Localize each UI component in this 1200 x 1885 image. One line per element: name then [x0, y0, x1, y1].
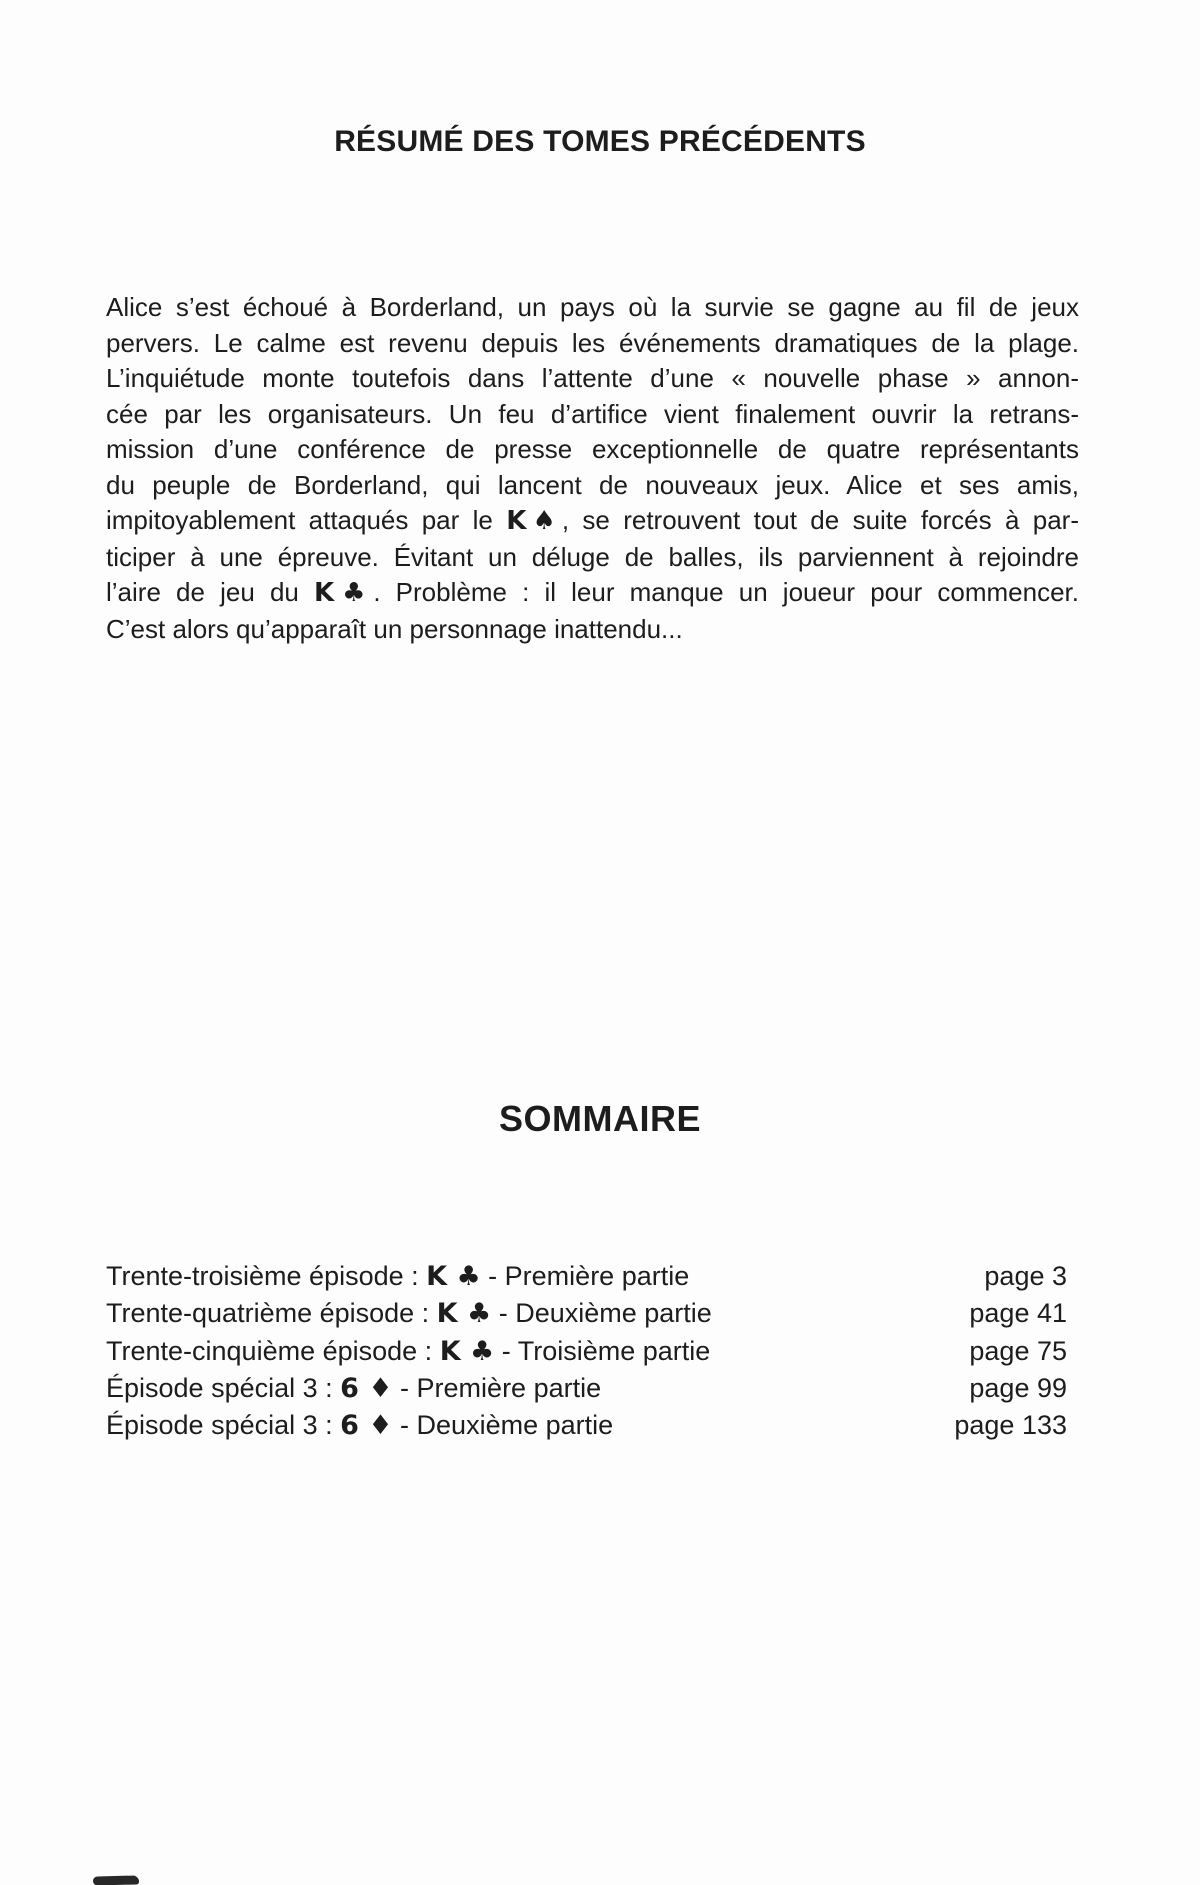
toc-entry-page-ref: page 133 [954, 1410, 1067, 1441]
text-segment: Trente-cinquième épisode : [106, 1335, 440, 1366]
card-rank-suit-text: 6 ♦ [340, 1410, 393, 1442]
toc-entry-page-ref: page 41 [969, 1298, 1067, 1329]
text-segment: Alice s’est échoué à Borderland, un pays où la survie se gagne au fil de jeux [106, 292, 1079, 322]
text-segment: . Problème : il leur manque un joueur pour commencer. [373, 577, 1079, 607]
text-segment: - Première partie [480, 1261, 690, 1291]
text-segment: L’inquiétude monte toutefois dans l’attente d’une « nouvelle phase » annon- [106, 363, 1079, 393]
paragraph-line [106, 575, 1079, 612]
text-segment: pervers. Le calme est revenu depuis les événements dramatiques de la plage. [106, 327, 1079, 358]
text-segment: - Deuxième partie [491, 1298, 712, 1329]
paragraph-line [106, 361, 1079, 397]
toc-entry-label [106, 1295, 712, 1332]
toc-entry-label [106, 1333, 710, 1370]
paragraph-line [106, 432, 1079, 468]
text-segment: - Deuxième partie [392, 1410, 614, 1441]
toc-entry [106, 1407, 1067, 1444]
paragraph-line [106, 397, 1079, 433]
toc-entry-page-ref: page 3 [984, 1261, 1067, 1291]
toc-entry [106, 1333, 1067, 1370]
paragraph-line [106, 612, 1079, 648]
text-segment: cée par les organisateurs. Un feu d’artifice vient finalement ouvrir la retrans- [106, 398, 1079, 429]
text-segment: - Première partie [392, 1372, 602, 1403]
card-rank-suit-text: K ♣ [436, 1298, 492, 1330]
toc-entry [106, 1370, 1067, 1407]
toc-entry [106, 1258, 1067, 1295]
toc-entry [106, 1295, 1067, 1332]
text-segment: mission d’une conférence de presse exceptionnelle de quatre représentants [106, 434, 1079, 464]
paragraph-line [106, 503, 1079, 540]
toc-entry-label [106, 1258, 689, 1295]
paragraph-line [106, 540, 1079, 576]
card-rank-suit-text: 6 ♦ [340, 1372, 393, 1404]
card-rank-suit-text: K ♣ [439, 1335, 495, 1367]
toc-entry-page-ref: page 99 [969, 1372, 1067, 1403]
resume-title: RÉSUMÉ DES TOMES PRÉCÉDENTS [334, 125, 866, 158]
text-segment: , se retrouvent tout de suite forcés à par- [561, 505, 1079, 535]
text-segment: Épisode spécial 3 : [106, 1410, 341, 1441]
text-segment: - Troisième partie [494, 1335, 711, 1366]
toc-entry-page-ref: page 75 [969, 1335, 1067, 1366]
text-segment: impitoyablement attaqués par le [106, 505, 507, 535]
text-segment: ticiper à une épreuve. Évitant un déluge de balles, ils parviennent à rejoindre [106, 541, 1079, 572]
sommaire-title: SOMMAIRE [499, 1098, 701, 1139]
card-rank-suit-text: K♣ [314, 578, 374, 608]
toc-entry-label [106, 1370, 601, 1407]
text-segment: Trente-troisième épisode : [106, 1261, 427, 1291]
paragraph-line [106, 326, 1079, 362]
text-segment: l’aire de jeu du [106, 577, 315, 607]
card-rank-suit-text: K♠ [506, 506, 562, 536]
resume-paragraph [106, 290, 1079, 647]
paragraph-line [106, 468, 1079, 504]
text-segment: Épisode spécial 3 : [106, 1372, 341, 1403]
card-rank-suit-text: K ♣ [426, 1261, 481, 1292]
table-of-contents [106, 1258, 1067, 1444]
text-segment: C’est alors qu’apparaît un personnage inattendu... [106, 613, 683, 644]
paragraph-line [106, 290, 1079, 326]
text-segment: Trente-quatrième épisode : [106, 1298, 437, 1329]
text-segment: du peuple de Borderland, qui lancent de nouveaux jeux. Alice et ses amis, [106, 469, 1079, 500]
ink-smudge-mark [93, 1875, 139, 1885]
toc-entry-label [106, 1407, 613, 1444]
